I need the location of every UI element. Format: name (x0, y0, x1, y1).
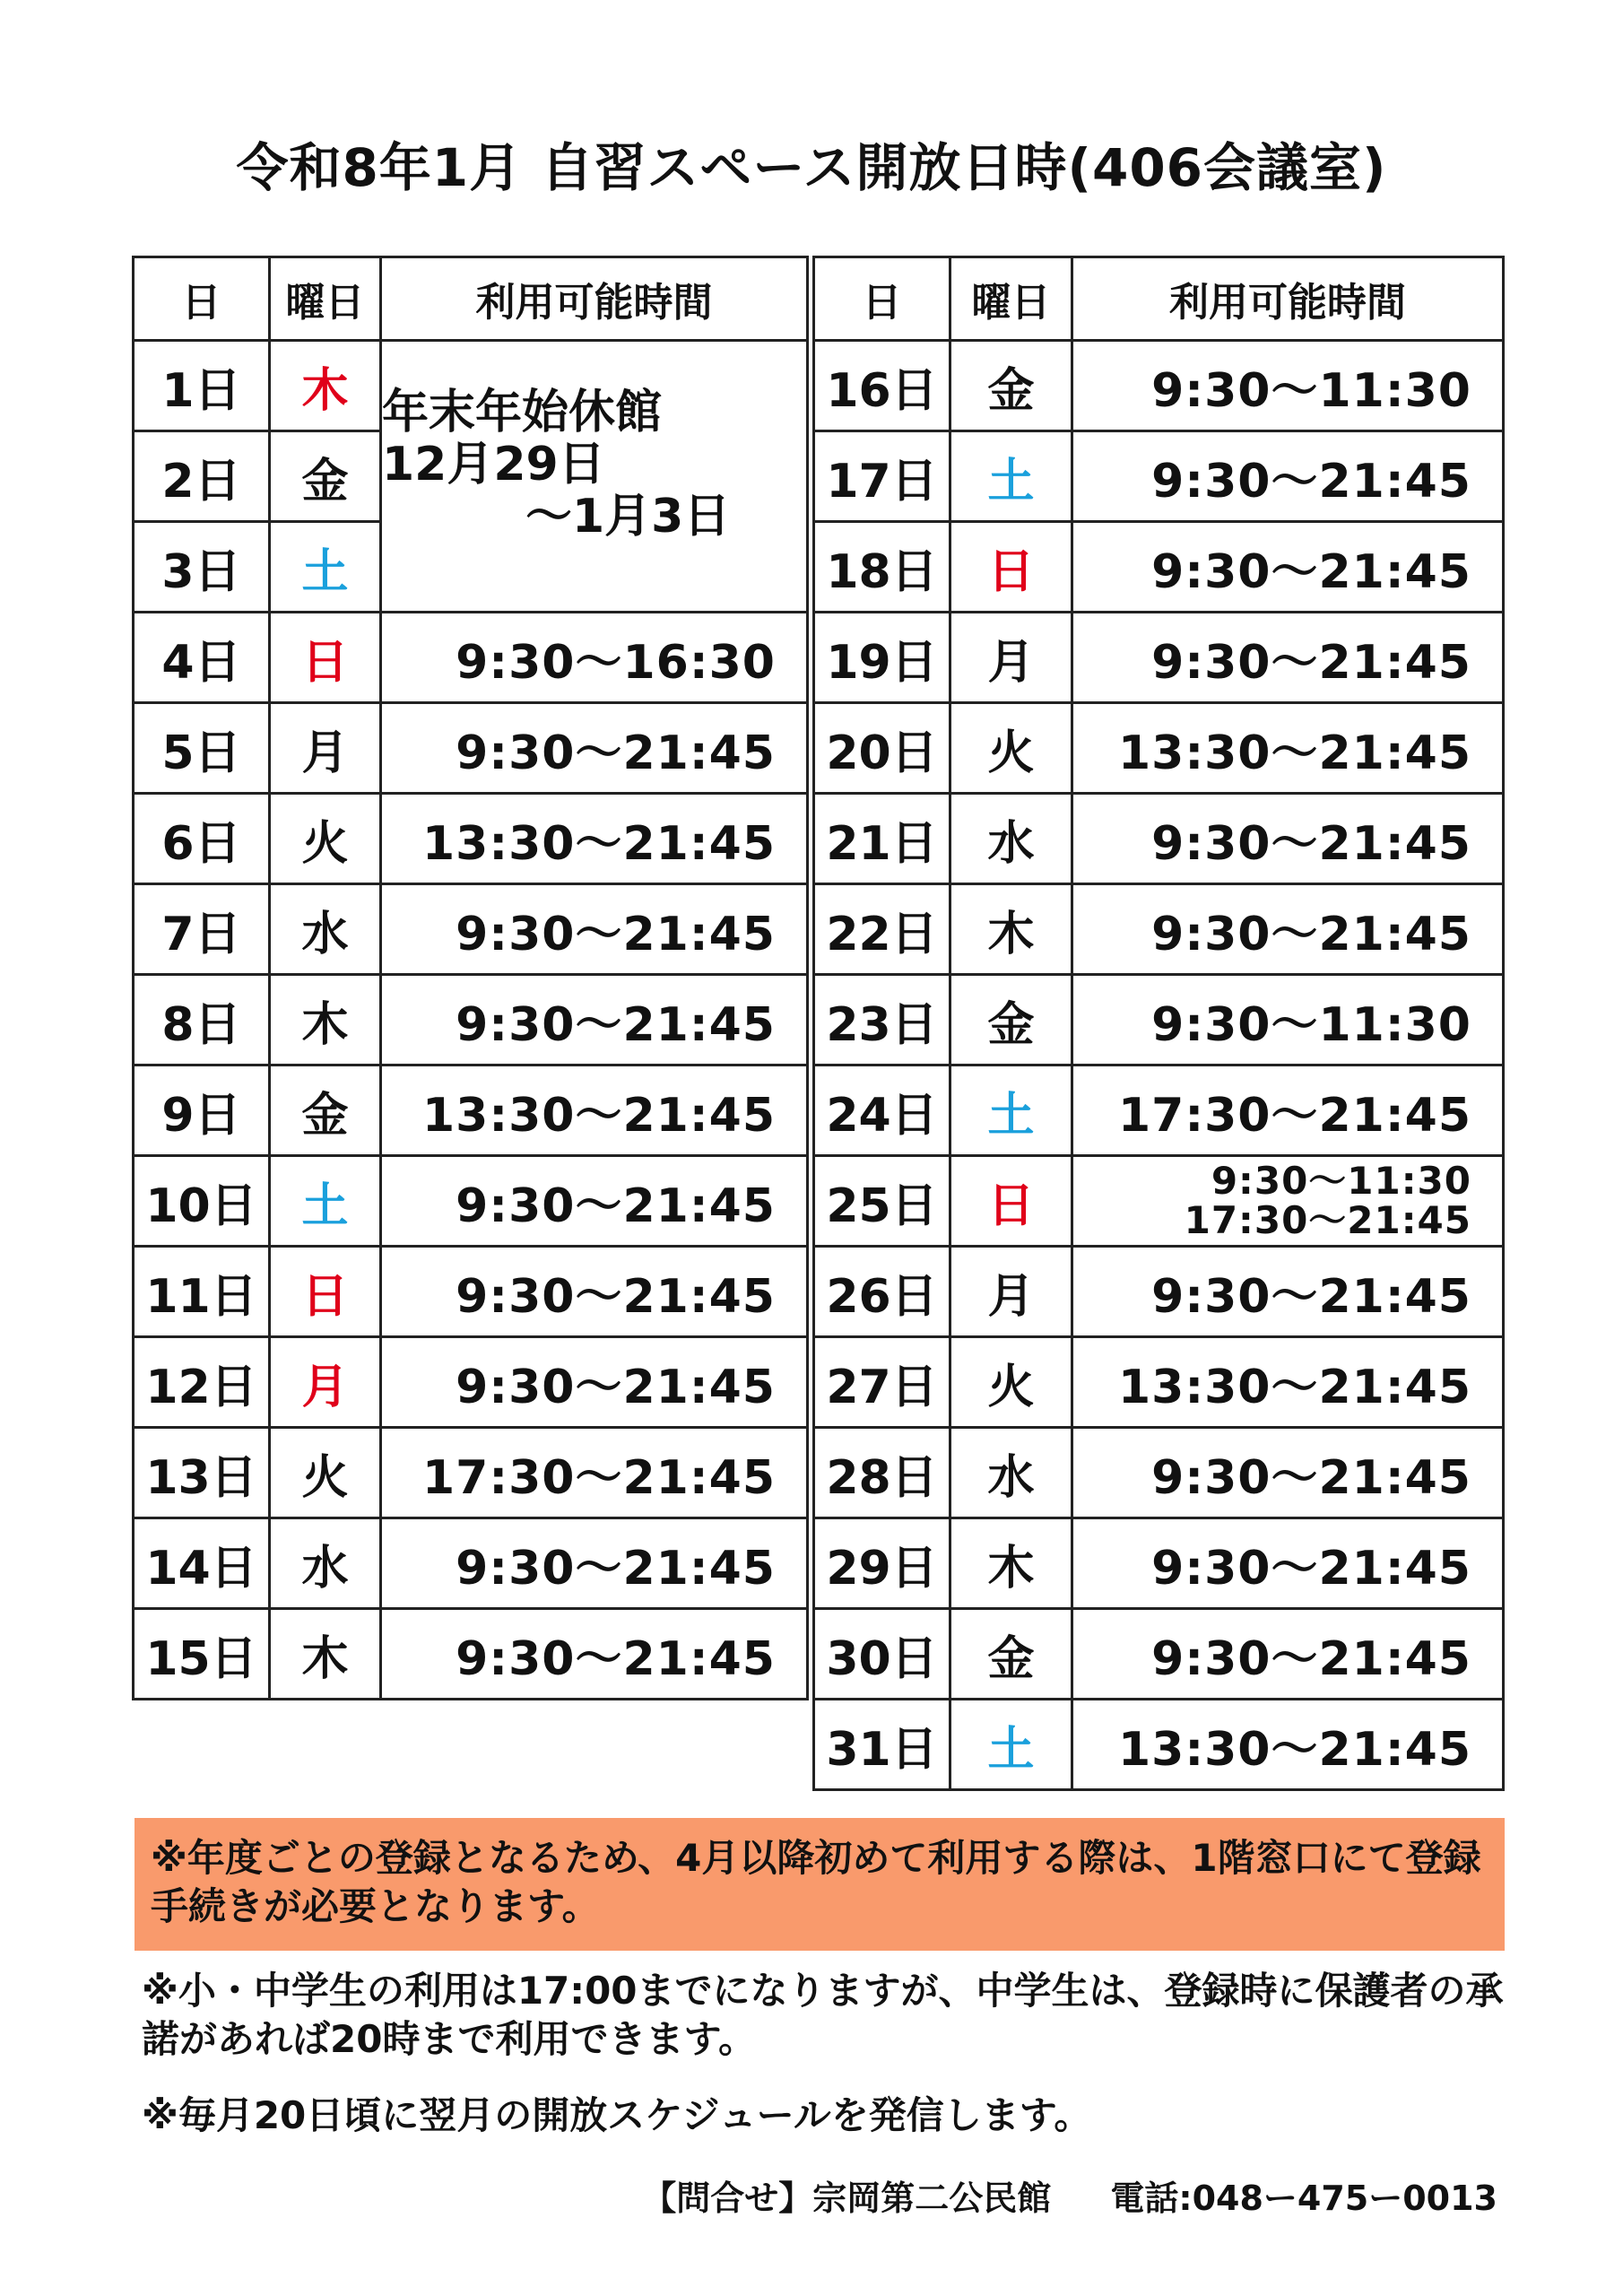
day-cell: 16日 (814, 341, 950, 431)
weekday-cell: 木 (270, 341, 381, 431)
table-row (134, 613, 808, 703)
table-row (814, 1337, 1504, 1428)
weekday-cell: 木 (270, 1609, 381, 1700)
table-row (134, 703, 808, 794)
day-cell: 15日 (134, 1609, 270, 1700)
weekday-cell: 日 (950, 1156, 1072, 1247)
day-cell: 6日 (134, 794, 270, 884)
page-title: 令和8年1月 自習スペース開放日時(406会議室) (236, 137, 1387, 198)
table-row (134, 1247, 808, 1337)
weekday-cell: 土 (950, 1065, 1072, 1156)
day-cell: 22日 (814, 884, 950, 975)
weekday-cell: 金 (270, 1065, 381, 1156)
day-cell: 4日 (134, 613, 270, 703)
table-row (134, 794, 808, 884)
table-row (134, 884, 808, 975)
weekday-cell: 日 (270, 1247, 381, 1337)
day-cell: 28日 (814, 1428, 950, 1518)
hours-cell: 9:30～21:45 (381, 703, 808, 794)
table-row (134, 1518, 808, 1609)
header-weekday: 曜日 (950, 257, 1072, 341)
header-row (814, 257, 1504, 341)
day-cell: 18日 (814, 522, 950, 613)
contact-info (642, 2170, 1497, 2220)
hours-cell: 9:30～21:45 (381, 1247, 808, 1337)
table-row (814, 1065, 1504, 1156)
hours-cell: 17:30～21:45 (381, 1428, 808, 1518)
registration-notice: ※年度ごとの登録となるため、4月以降初めて利用する際は、1階窓口にて登録手続きが必要となります。 (135, 1818, 1505, 1951)
weekday-cell: 金 (270, 431, 381, 522)
day-cell: 27日 (814, 1337, 950, 1428)
hours-morning: 9:30～11:30 (1211, 1159, 1471, 1203)
student-notice: ※小・中学生の利用は17:00までになりますが、中学生は、登録時に保護者の承諾があれば20時まで利用できます。 (142, 1969, 1504, 2061)
day-cell: 24日 (814, 1065, 950, 1156)
header-day: 日 (134, 257, 270, 341)
weekday-cell: 木 (270, 975, 381, 1065)
weekday-cell: 木 (950, 1518, 1072, 1609)
day-cell: 9日 (134, 1065, 270, 1156)
table-row (814, 431, 1504, 522)
day-cell: 2日 (134, 431, 270, 522)
table-row (814, 1156, 1504, 1247)
table-row (134, 1428, 808, 1518)
table-row (134, 1337, 808, 1428)
day-cell: 19日 (814, 613, 950, 703)
day-cell: 10日 (134, 1156, 270, 1247)
table-row (814, 794, 1504, 884)
hours-cell: 9:30～21:45 (1072, 1609, 1504, 1700)
hours-cell: 9:30～21:45 (1072, 613, 1504, 703)
hours-cell: 9:30～21:45 (1072, 1247, 1504, 1337)
weekday-cell: 土 (270, 522, 381, 613)
hours-cell: 17:30～21:45 (1072, 1065, 1504, 1156)
table-row (814, 1247, 1504, 1337)
hours-cell: 9:30～21:45 (1072, 522, 1504, 613)
table-row (814, 703, 1504, 794)
day-cell: 5日 (134, 703, 270, 794)
closed-notice-line2: 12月29日 (382, 438, 605, 491)
weekday-cell: 火 (950, 703, 1072, 794)
weekday-cell: 日 (950, 522, 1072, 613)
weekday-cell: 月 (950, 613, 1072, 703)
schedule-notice: ※毎月20日頃に翌月の開放スケジュールを発信します。 (142, 2093, 1092, 2137)
hours-cell: 9:30～21:45 (1072, 1518, 1504, 1609)
day-cell: 12日 (134, 1337, 270, 1428)
table-row (814, 975, 1504, 1065)
hours-cell: 9:30～11:30 (1072, 975, 1504, 1065)
weekday-cell: 日 (270, 613, 381, 703)
contact-label: 【問合せ】宗岡第二公民館 (642, 2179, 1052, 2218)
table-row (134, 975, 808, 1065)
hours-cell: 9:30～21:45 (381, 1156, 808, 1247)
hours-cell: 9:30～21:45 (1072, 794, 1504, 884)
weekday-cell: 水 (950, 1428, 1072, 1518)
hours-cell (1072, 1156, 1504, 1247)
hours-cell: 9:30～21:45 (1072, 1428, 1504, 1518)
table-row (134, 341, 808, 431)
schedule-table-left (132, 256, 809, 1700)
day-cell: 17日 (814, 431, 950, 522)
weekday-cell: 月 (270, 1337, 381, 1428)
day-cell: 23日 (814, 975, 950, 1065)
weekday-cell: 土 (950, 1700, 1072, 1790)
schedule-table-right (812, 256, 1505, 1791)
table-row (814, 522, 1504, 613)
weekday-cell: 火 (270, 1428, 381, 1518)
day-cell: 1日 (134, 341, 270, 431)
weekday-cell: 水 (270, 1518, 381, 1609)
header-weekday: 曜日 (270, 257, 381, 341)
hours-cell: 9:30～21:45 (381, 1337, 808, 1428)
day-cell: 7日 (134, 884, 270, 975)
day-cell: 25日 (814, 1156, 950, 1247)
weekday-cell: 月 (950, 1247, 1072, 1337)
weekday-cell: 火 (950, 1337, 1072, 1428)
hours-cell: 13:30～21:45 (381, 1065, 808, 1156)
hours-cell: 9:30～21:45 (1072, 431, 1504, 522)
day-cell: 11日 (134, 1247, 270, 1337)
header-hours: 利用可能時間 (1072, 257, 1504, 341)
hours-cell: 9:30～21:45 (381, 884, 808, 975)
day-cell: 31日 (814, 1700, 950, 1790)
weekday-cell: 金 (950, 341, 1072, 431)
table-row (814, 1428, 1504, 1518)
table-row (814, 1609, 1504, 1700)
header-day: 日 (814, 257, 950, 341)
weekday-cell: 土 (270, 1156, 381, 1247)
hours-cell: 9:30～21:45 (381, 975, 808, 1065)
contact-phone: 電話:048ー475ー0013 (1110, 2179, 1497, 2218)
closed-notice-line3: ～1月3日 (525, 490, 731, 544)
day-cell: 8日 (134, 975, 270, 1065)
table-row (134, 1156, 808, 1247)
table-row (134, 1609, 808, 1700)
weekday-cell: 月 (270, 703, 381, 794)
hours-cell: 13:30～21:45 (1072, 1337, 1504, 1428)
day-cell: 26日 (814, 1247, 950, 1337)
day-cell: 29日 (814, 1518, 950, 1609)
hours-cell: 9:30～16:30 (381, 613, 808, 703)
weekday-cell: 水 (950, 794, 1072, 884)
hours-evening: 17:30～21:45 (1184, 1198, 1471, 1242)
header-row (134, 257, 808, 341)
closed-notice (381, 341, 808, 613)
hours-cell: 9:30～21:45 (1072, 884, 1504, 975)
weekday-cell: 火 (270, 794, 381, 884)
day-cell: 3日 (134, 522, 270, 613)
table-row (814, 884, 1504, 975)
hours-cell: 13:30～21:45 (1072, 1700, 1504, 1790)
hours-cell: 13:30～21:45 (1072, 703, 1504, 794)
hours-cell: 9:30～11:30 (1072, 341, 1504, 431)
table-row (814, 341, 1504, 431)
table-row (134, 1065, 808, 1156)
day-cell: 13日 (134, 1428, 270, 1518)
table-row (814, 1700, 1504, 1790)
weekday-cell: 水 (270, 884, 381, 975)
day-cell: 21日 (814, 794, 950, 884)
day-cell: 30日 (814, 1609, 950, 1700)
weekday-cell: 金 (950, 1609, 1072, 1700)
weekday-cell: 金 (950, 975, 1072, 1065)
table-row (814, 613, 1504, 703)
hours-cell: 9:30～21:45 (381, 1609, 808, 1700)
weekday-cell: 土 (950, 431, 1072, 522)
table-row (814, 1518, 1504, 1609)
hours-cell: 9:30～21:45 (381, 1518, 808, 1609)
closed-notice-line1: 年末年始休館 (382, 386, 663, 439)
day-cell: 20日 (814, 703, 950, 794)
hours-cell: 13:30～21:45 (381, 794, 808, 884)
weekday-cell: 木 (950, 884, 1072, 975)
header-hours: 利用可能時間 (381, 257, 808, 341)
day-cell: 14日 (134, 1518, 270, 1609)
